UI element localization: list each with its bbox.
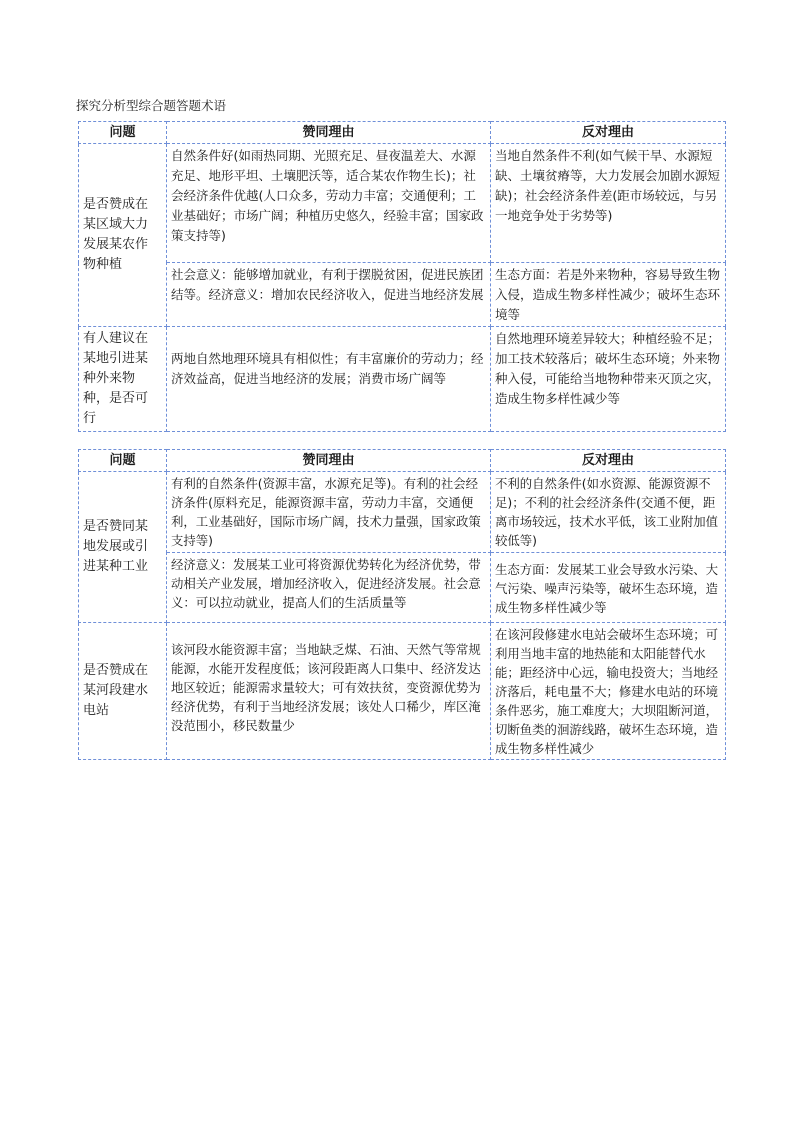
con-reason-cell: 生态方面：若是外来物种，容易导致生物入侵，造成生物多样性减少；破坏生态环境等 xyxy=(491,263,726,327)
table-row xyxy=(79,327,726,432)
question-cell: 是否赞成在某河段建水电站 xyxy=(79,623,167,760)
pro-reason-cell: 经济意义：发展某工业可将资源优势转化为经济优势，带动相关产业发展，增加经济收入，促进经济发展。社会意义：可以拉动就业，提高人们的生活质量等 xyxy=(167,553,491,623)
con-reason-cell: 在该河段修建水电站会破坏生态环境；可利用当地丰富的地热能和太阳能替代水能；距经济中心远，输电投资大；当地经济落后，耗电量不大；修建水电站的环境条件恶劣，施工难度大；大坝阻断河道，切断鱼类的洄游线路，破坏生态环境，造成生物多样性减少 xyxy=(491,623,726,760)
header-con-reasons: 反对理由 xyxy=(491,450,726,472)
question-cell: 是否赞同某地发展或引进某种工业 xyxy=(79,472,167,623)
table-row xyxy=(79,472,726,553)
con-reason-cell: 不利的自然条件(如水资源、能源资源不足)；不利的社会经济条件(交通不便，距离市场较远，技术水平低，该工业附加值较低等) xyxy=(491,472,726,553)
header-pro-reasons: 赞同理由 xyxy=(167,450,491,472)
pro-reason-cell: 该河段水能资源丰富；当地缺乏煤、石油、天然气等常规能源，水能开发程度低；该河段距离人口集中、经济发达地区较近；能源需求量较大；可有效扶贫，变资源优势为经济优势，有利于当地经济发展；该处人口稀少，库区淹没范围小，移民数量少 xyxy=(167,623,491,760)
con-reason-cell: 自然地理环境差异较大；种植经验不足；加工技术较落后；破坏生态环境；外来物种入侵，可能给当地物种带来灭顶之灾，造成生物多样性减少等 xyxy=(491,327,726,432)
question-cell: 有人建议在某地引进某种外来物种，是否可行 xyxy=(79,327,167,432)
pro-reason-cell: 自然条件好(如雨热同期、光照充足、昼夜温差大、水源充足、地形平坦、土壤肥沃等，适合某农作物生长)；社会经济条件优越(人口众多，劳动力丰富；交通便利；工业基础好；市场广阔；种植历史悠久，经验丰富；国家政策支持等) xyxy=(167,144,491,263)
pro-reason-cell: 两地自然地理环境具有相似性；有丰富廉价的劳动力；经济效益高，促进当地经济的发展；消费市场广阔等 xyxy=(167,327,491,432)
answer-terms-table-industry xyxy=(78,449,726,760)
table-row xyxy=(79,263,726,327)
con-reason-cell: 生态方面：发展某工业会导致水污染、大气污染、噪声污染等，破坏生态环境，造成生物多样性减少等 xyxy=(491,553,726,623)
table-row xyxy=(79,553,726,623)
table-header-row xyxy=(79,450,726,472)
question-cell: 是否赞成在某区域大力发展某农作物种植 xyxy=(79,144,167,327)
header-question: 问题 xyxy=(79,122,167,144)
con-reason-cell: 当地自然条件不利(如气候干旱、水源短缺、土壤贫瘠等，大力发展会加剧水源短缺)；社会经济条件差(距市场较远，与另一地竞争处于劣势等) xyxy=(491,144,726,263)
header-question: 问题 xyxy=(79,450,167,472)
pro-reason-cell: 有利的自然条件(资源丰富，水源充足等)。有利的社会经济条件(原料充足，能源资源丰富，劳动力丰富，交通便利，工业基础好，国际市场广阔，技术力量强，国家政策支持等) xyxy=(167,472,491,553)
table-row xyxy=(79,144,726,263)
table-row xyxy=(79,623,726,760)
pro-reason-cell: 社会意义：能够增加就业，有利于摆脱贫困，促进民族团结等。经济意义：增加农民经济收入，促进当地经济发展 xyxy=(167,263,491,327)
header-con-reasons: 反对理由 xyxy=(491,122,726,144)
document-title: 探究分析型综合题答题术语 xyxy=(76,98,227,113)
table-header-row xyxy=(79,122,726,144)
answer-terms-table-agriculture xyxy=(78,121,726,432)
header-pro-reasons: 赞同理由 xyxy=(167,122,491,144)
